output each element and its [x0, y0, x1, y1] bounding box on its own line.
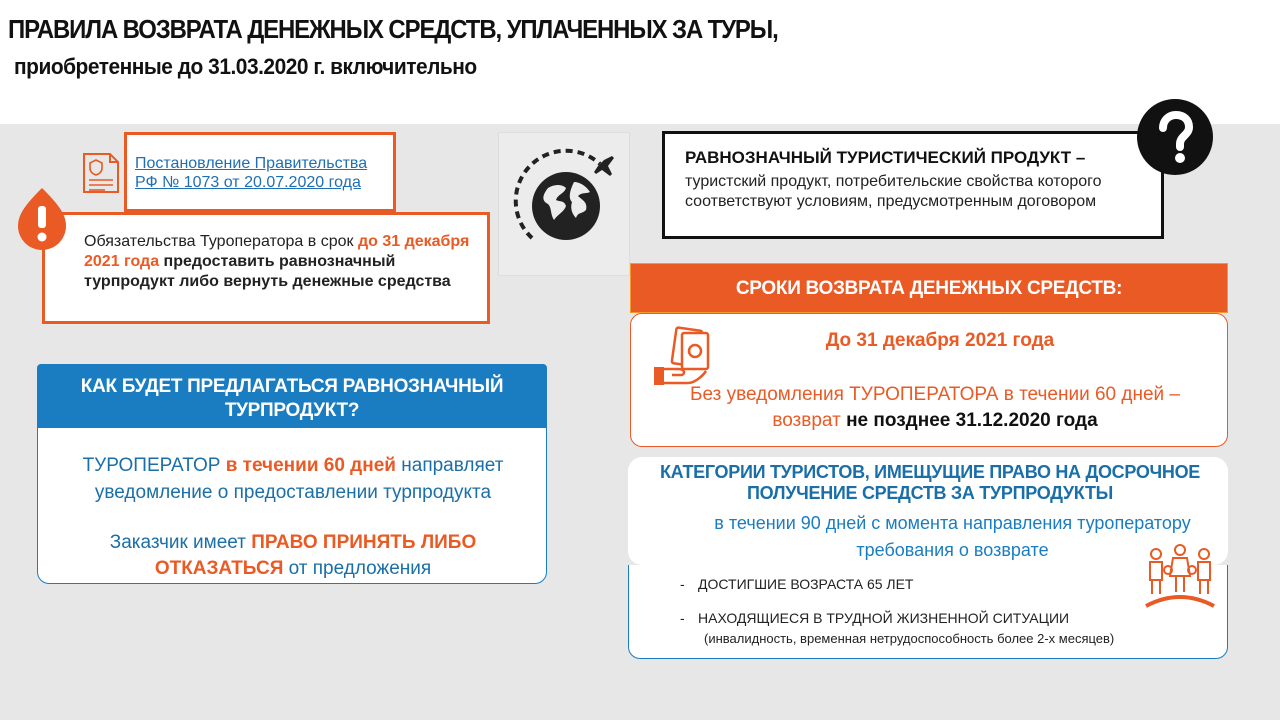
category-item-2-text: НАХОДЯЩИЕСЯ В ТРУДНОЙ ЖИЗНЕННОЙ СИТУАЦИИ — [698, 610, 1070, 626]
category-item-1 — [680, 576, 913, 592]
how-p1-a: ТУРОПЕРАТОР — [82, 455, 226, 476]
alert-icon — [14, 186, 70, 252]
how-p2-a: Заказчик имеет — [109, 532, 252, 553]
how-offered-header: КАК БУДЕТ ПРЕДЛАГАТЬСЯ РАВНОЗНАЧНЫЙ ТУРПРОДУКТ? — [37, 364, 547, 434]
terms-note — [680, 382, 1190, 434]
people-icon — [1142, 540, 1218, 610]
definition-body: туристский продукт, потребительские свойства которого соответствуют условиям, предусмотренным договором — [685, 173, 1102, 210]
page-subtitle: приобретенные до 31.03.2020 г. включительно — [14, 54, 477, 79]
obligation-part2: предоставить равнозначный турпродукт либо вернуть денежные средства — [84, 253, 451, 290]
how-offered-paragraph-1 — [55, 452, 531, 506]
category-item-2 — [680, 610, 1069, 626]
category-item-2-note: (инвалидность, временная нетрудоспособность более 2-х месяцев) — [704, 631, 1115, 646]
definition-title: РАВНОЗНАЧНЫЙ ТУРИСТИЧЕСКИЙ ПРОДУКТ – — [685, 148, 1086, 167]
obligation-text — [84, 232, 474, 292]
how-p1-highlight: в течении 60 дней — [225, 455, 396, 476]
terms-header: СРОКИ ВОЗВРАТА ДЕНЕЖНЫХ СРЕДСТВ: — [630, 263, 1228, 313]
how-p1-b: направляет уведомление о предоставлении турпродукта — [94, 455, 504, 503]
question-icon — [1136, 98, 1214, 176]
how-offered-paragraph-2 — [55, 530, 531, 582]
page-title: ПРАВИЛА ВОЗВРАТА ДЕНЕЖНЫХ СРЕДСТВ, УПЛАЧЕННЫХ ЗА ТУРЫ, — [8, 14, 778, 44]
categories-title: КАТЕГОРИИ ТУРИСТОВ, ИМЕЩУЩИЕ ПРАВО НА ДОСРОЧНОЕ ПОЛУЧЕНИЕ СРЕДСТВ ЗА ТУРПРОДУКТЫ — [660, 462, 1200, 503]
document-icon — [80, 150, 124, 196]
obligation-part1: Обязательства Туроператора в срок — [84, 233, 358, 250]
obligation-deadline: до 31 декабря 2021 года — [84, 233, 470, 270]
money-hand-icon — [652, 325, 712, 389]
terms-deadline: До 31 декабря 2021 года — [825, 330, 1055, 351]
category-item-1-text: ДОСТИГШИЕ ВОЗРАСТА 65 ЛЕТ — [698, 576, 914, 592]
how-p2-highlight: ПРАВО ПРИНЯТЬ ЛИБО ОТКАЗАТЬСЯ — [154, 532, 477, 579]
category-item-2-dash: - — [680, 610, 685, 626]
terms-note-bold: не позднее 31.12.2020 года — [846, 410, 1098, 431]
how-p2-b: от предложения — [283, 558, 432, 579]
decree-link-line2: РФ № 1073 от 20.07.2020 года — [135, 174, 361, 191]
categories-subtitle: в течении 90 дней с момента направления туроператору требования о возврате — [714, 513, 1191, 560]
decree-link-line1: Постановление Правительства — [135, 155, 368, 172]
decree-link[interactable] — [135, 154, 393, 192]
terms-note-a: Без уведомления ТУРОПЕРАТОРА в течении 60 дней – возврат — [690, 384, 1180, 431]
category-item-1-dash: - — [680, 576, 685, 592]
globe-plane-icon — [512, 146, 622, 258]
